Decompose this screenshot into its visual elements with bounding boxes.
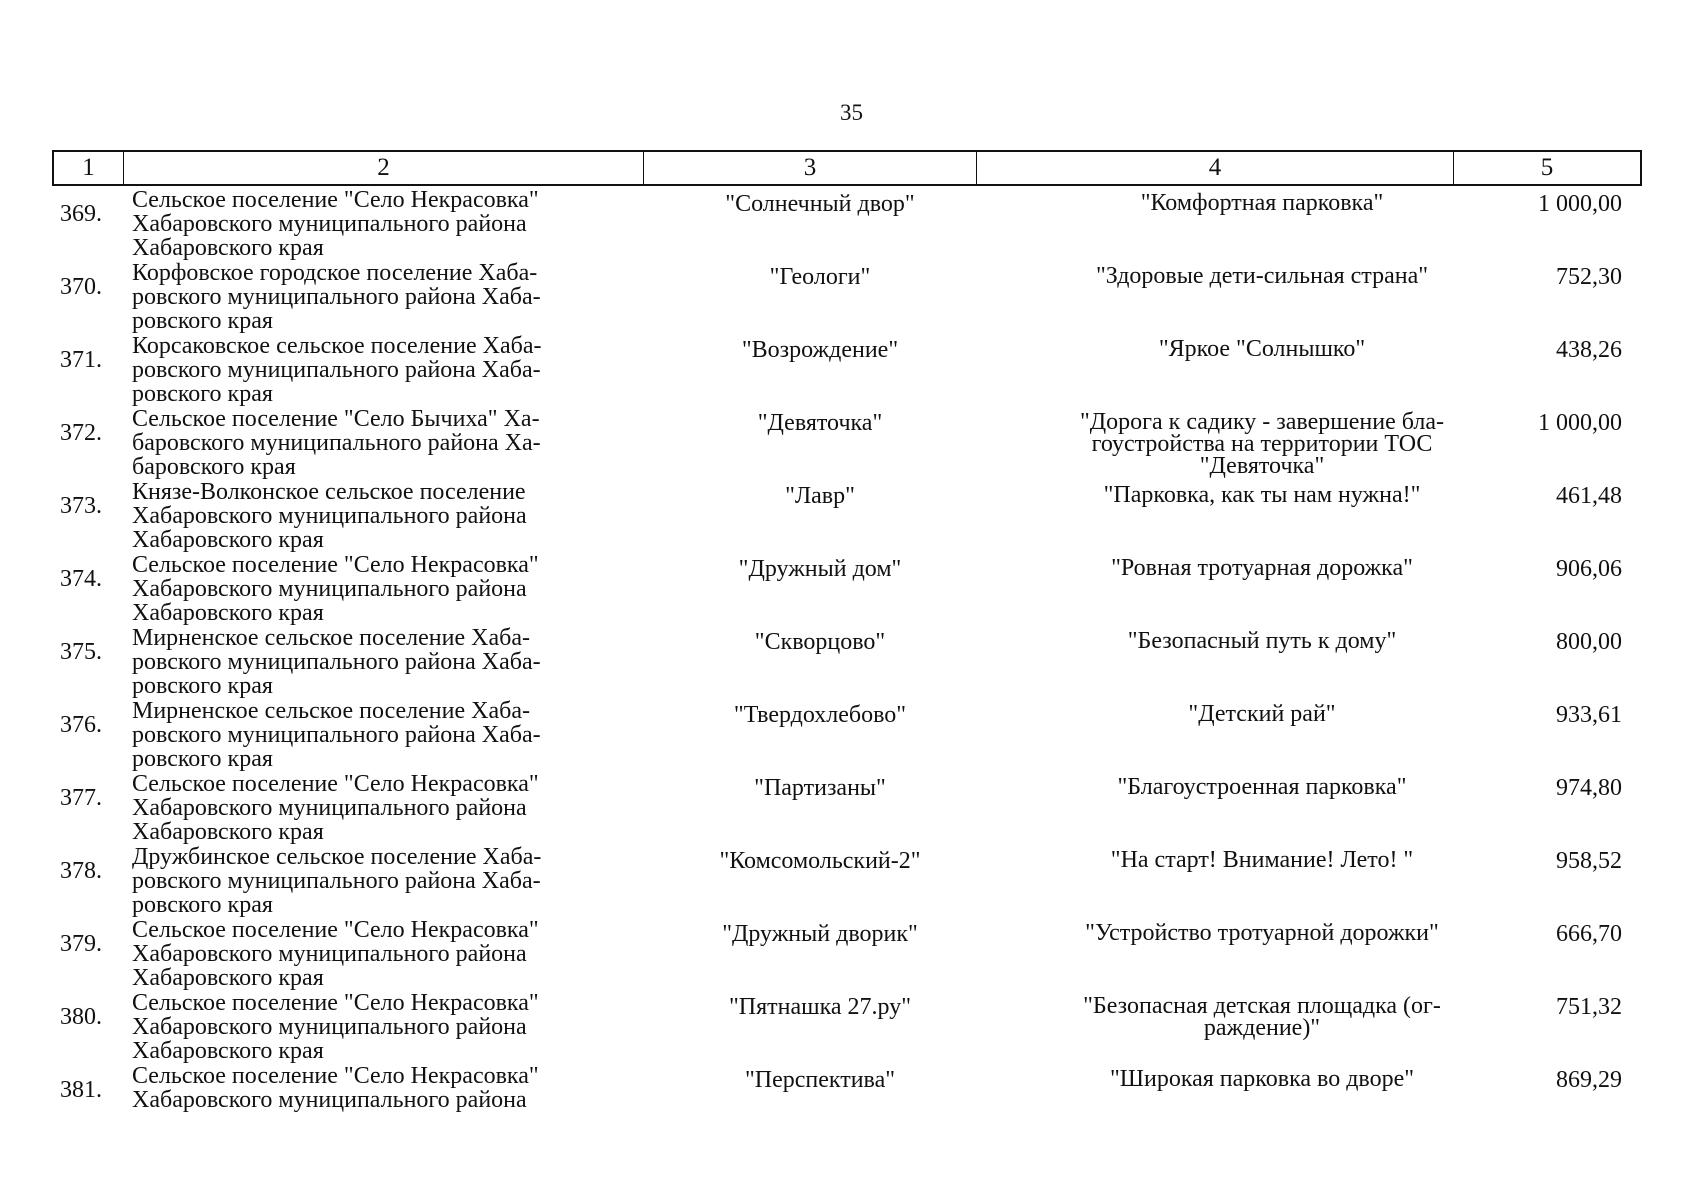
settlement-name [132,626,692,698]
settlement-name-line: ровского муниципального района Хаба- [132,649,541,675]
amount-value: 751,32 [1556,994,1622,1020]
settlement-name [132,699,692,771]
settlement-name [132,772,692,844]
settlement-name-line: Князе-Волконское сельское поселение [132,479,526,505]
table-row [52,989,1642,1062]
header-cell-4: 4 [977,152,1454,184]
row-number: 378. [60,858,102,884]
settlement-name [132,553,692,625]
table-row [52,332,1642,405]
row-number: 381. [60,1077,102,1103]
table-row [52,624,1642,697]
amount-value: 666,70 [1556,921,1622,947]
tos-name: "Лавр" [785,483,855,509]
amount-value: 438,26 [1556,337,1622,363]
settlement-name-line: ровского края [132,746,273,772]
table-row [52,770,1642,843]
row-number: 373. [60,493,102,519]
project-name-line: "Широкая парковка во дворе" [1109,1066,1415,1092]
settlement-name-line: Корсаковское сельское поселение Хаба- [132,333,542,359]
row-number: 370. [60,274,102,300]
row-number: 375. [60,639,102,665]
settlement-name-line: Хабаровского муниципального района [132,1014,527,1040]
amount-value: 974,80 [1556,775,1622,801]
settlement-name-line: ровского края [132,673,273,699]
project-name-line: "Здоровые дети-сильная страна" [1095,263,1429,289]
tos-name: "Пятнашка 27.ру" [728,994,912,1020]
table-body [52,186,1642,1135]
settlement-name-line: Сельское поселение "Село Бычиха" Ха- [132,406,540,432]
header-cell-3: 3 [644,152,977,184]
settlement-name-line: ровского муниципального района Хаба- [132,868,541,894]
amount-value: 800,00 [1556,629,1622,655]
settlement-name-line: Сельское поселение "Село Некрасовка" [132,917,539,943]
project-name-line: "Безопасная детская площадка (ог- [1083,993,1441,1019]
settlement-name [132,845,692,917]
settlement-name-line: ровского края [132,308,273,334]
tos-name: "Комсомольский-2" [719,848,921,874]
table-row [52,843,1642,916]
settlement-name-line: Хабаровского края [132,527,324,553]
table-header [52,150,1642,186]
settlement-name-line: Сельское поселение "Село Некрасовка" [132,187,539,213]
amount-value: 752,30 [1556,264,1622,290]
project-name-line: "Ровная тротуарная дорожка" [1111,555,1413,581]
table-row [52,551,1642,624]
settlement-name-line: Сельское поселение "Село Некрасовка" [132,1063,539,1089]
header-cell-5: 5 [1540,154,1554,181]
row-number: 374. [60,566,102,592]
tos-name: "Геологи" [769,264,871,290]
settlement-name-line: Мирненское сельское поселение Хаба- [132,625,530,651]
project-name-line: "Дорога к садику - завершение бла- [1080,409,1444,435]
settlement-name [132,261,692,333]
settlement-name-line: Сельское поселение "Село Некрасовка" [132,771,539,797]
project-name-line: "Устройство тротуарной дорожки" [1085,920,1439,946]
project-name-line: "На старт! Внимание! Лето! " [1110,847,1414,873]
settlement-name [132,991,692,1063]
settlement-name-line: Хабаровского края [132,819,324,845]
settlement-name-line: ровского края [132,892,273,918]
settlement-name-line: Хабаровского муниципального района [132,503,527,529]
settlement-name [132,407,692,479]
table-row [52,1062,1642,1135]
row-number: 376. [60,712,102,738]
page-number: 35 [840,100,863,125]
settlement-name-line: ровского муниципального района Хаба- [132,284,541,310]
amount-value: 906,06 [1556,556,1622,582]
settlement-name [132,1064,692,1112]
table-row [52,478,1642,551]
project-name-line: раждение)" [1203,1015,1321,1041]
settlement-name [132,918,692,990]
settlement-name-line: Корфовское городское поселение Хаба- [132,260,538,286]
project-name-line: гоустройства на территории ТОС [1091,431,1433,457]
settlement-name-line: баровского края [132,454,296,480]
tos-name: "Дружный дом" [738,556,902,582]
tos-name: "Девяточка" [757,410,883,436]
settlement-name-line: ровского муниципального района Хаба- [132,722,541,748]
tos-name: "Твердохлебово" [733,702,907,728]
settlement-name-line: Хабаровского края [132,235,324,261]
project-name-line: "Комфортная парковка" [1140,190,1384,216]
amount-value: 461,48 [1556,483,1622,509]
row-number: 372. [60,420,102,446]
settlement-name-line: Хабаровского края [132,1038,324,1064]
project-name-line: "Детский рай" [1188,701,1336,727]
table-row [52,186,1642,259]
tos-name: "Возрождение" [741,337,899,363]
table-row [52,697,1642,770]
row-number: 379. [60,931,102,957]
settlement-name-line: Хабаровского муниципального района [132,941,527,967]
row-number: 369. [60,201,102,227]
project-name-line: "Безопасный путь к дому" [1127,628,1397,654]
tos-name: "Скворцово" [754,629,886,655]
settlement-name [132,480,692,552]
settlement-name-line: Хабаровского муниципального района [132,211,527,237]
settlement-name-line: Сельское поселение "Село Некрасовка" [132,552,539,578]
row-number: 371. [60,347,102,373]
tos-name: "Солнечный двор" [725,191,915,217]
amount-value: 933,61 [1556,702,1622,728]
amount-value: 869,29 [1556,1067,1622,1093]
settlement-name-line: Мирненское сельское поселение Хаба- [132,698,530,724]
project-name-line: "Парковка, как ты нам нужна!" [1103,482,1421,508]
table-row [52,916,1642,989]
header-cell-2: 2 [124,152,644,184]
project-name-line: "Девяточка" [1199,453,1325,479]
settlement-name-line: Хабаровского муниципального района [132,576,527,602]
table-row [52,405,1642,478]
amount-value: 1 000,00 [1538,191,1622,217]
settlement-name-line: Хабаровского муниципального района [132,1087,527,1113]
settlement-name [132,188,692,260]
settlement-name [132,334,692,406]
data-table [52,150,1642,1135]
row-number: 380. [60,1004,102,1030]
project-name-line: "Благоустроенная парковка" [1117,774,1407,800]
tos-name: "Перспектива" [744,1067,896,1093]
settlement-name-line: Хабаровского муниципального района [132,795,527,821]
amount-value: 958,52 [1556,848,1622,874]
settlement-name-line: Хабаровского края [132,600,324,626]
settlement-name-line: баровского муниципального района Ха- [132,430,541,456]
settlement-name-line: Дружбинское сельское поселение Хаба- [132,844,542,870]
tos-name: "Партизаны" [754,775,886,801]
settlement-name-line: ровского края [132,381,273,407]
settlement-name-line: Сельское поселение "Село Некрасовка" [132,990,539,1016]
row-number: 377. [60,785,102,811]
settlement-name-line: ровского муниципального района Хаба- [132,357,541,383]
settlement-name-line: Хабаровского края [132,965,324,991]
amount-value: 1 000,00 [1538,410,1622,436]
table-row [52,259,1642,332]
project-name-line: "Яркое "Солнышко" [1158,336,1366,362]
header-cell-1: 1 [54,152,124,184]
tos-name: "Дружный дворик" [722,921,918,947]
